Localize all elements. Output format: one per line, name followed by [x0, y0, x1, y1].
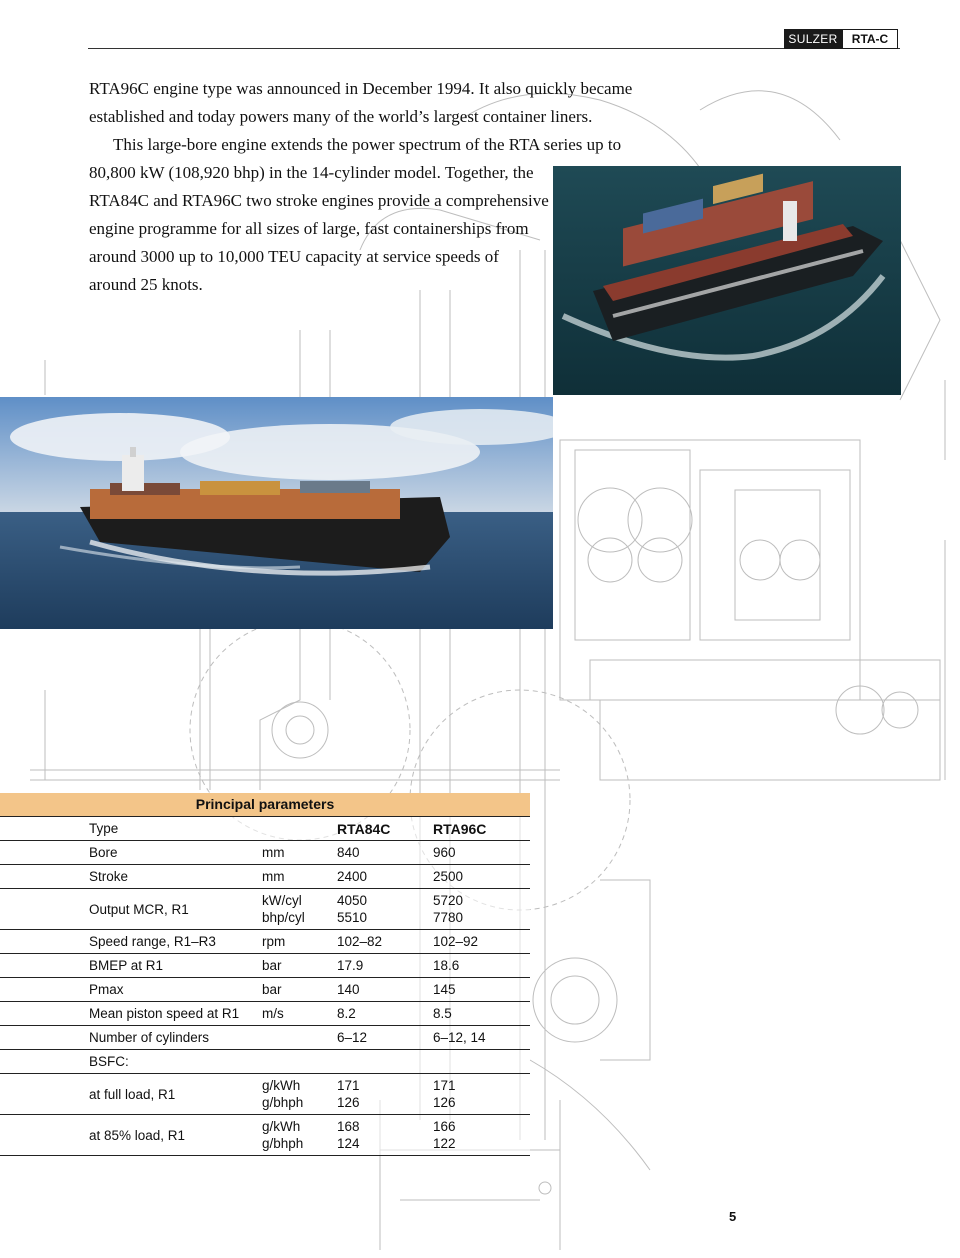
brand-sulzer-label: SULZER [784, 29, 842, 49]
table-row [0, 954, 530, 978]
paragraph-second-first-line: This large-bore engine extends the power spectrum of the RTA series up to [113, 135, 622, 154]
row-value-rta96c: 102–92 [433, 934, 479, 949]
container-ship-photo-lower [0, 397, 553, 629]
row-value-rta84c: 168 124 [337, 1119, 360, 1151]
row-label: at 85% load, R1 [89, 1127, 186, 1143]
row-value-rta84c: 140 [337, 982, 360, 997]
row-unit: kW/cyl bhp/cyl [262, 893, 305, 925]
row-value-rta96c [433, 1050, 530, 1073]
row-value-rta96c: 2500 [433, 869, 464, 884]
brand-series-label: RTA-C [842, 29, 898, 49]
row-unit: rpm [262, 934, 286, 949]
row-value-rta96c: 171 126 [433, 1078, 456, 1110]
container-ship-photo-upper [553, 166, 901, 395]
table-row [0, 1050, 530, 1074]
row-value-rta96c: 960 [433, 845, 456, 860]
row-label: Mean piston speed at R1 [89, 1006, 240, 1021]
table-header-row [0, 816, 530, 841]
row-value-rta96c: 5720 7780 [433, 893, 464, 925]
row-value-rta96c: 8.5 [433, 1006, 452, 1021]
row-value-rta96c: 18.6 [433, 958, 460, 973]
header-rta84c: RTA84C [337, 820, 391, 837]
table-row [0, 889, 530, 930]
table-row [0, 865, 530, 889]
row-label: Speed range, R1–R3 [89, 934, 216, 949]
table-row [0, 1002, 530, 1026]
table-row [0, 1074, 530, 1115]
row-value-rta96c: 6–12, 14 [433, 1030, 486, 1045]
table-row [0, 841, 530, 865]
row-value-rta84c: 8.2 [337, 1006, 356, 1021]
row-unit: bar [262, 982, 282, 997]
row-label: Output MCR, R1 [89, 901, 189, 917]
row-value-rta84c: 4050 5510 [337, 893, 368, 925]
row-label: BMEP at R1 [89, 958, 164, 973]
row-label: Bore [89, 845, 118, 860]
principal-parameters-table [0, 793, 530, 1156]
row-unit: mm [262, 845, 285, 860]
row-unit [262, 1026, 337, 1049]
header-unit-cell [262, 817, 337, 840]
row-value-rta84c: 17.9 [337, 958, 364, 973]
row-unit: mm [262, 869, 285, 884]
row-value-rta84c: 2400 [337, 869, 368, 884]
paragraph-second-rest: 80,800 kW (108,920 bhp) in the 14-cylinder model. Together, the RTA84C and RTA96C two stroke engines provide a comprehensive engine programme for all sizes of large, fast containerships from around 3000 up to 10,000 TEU capacity at service speeds of around 25 knots. [89, 163, 549, 294]
row-label: Stroke [89, 869, 129, 884]
page-number: 5 [729, 1209, 737, 1224]
table-row [0, 930, 530, 954]
row-label: at full load, R1 [89, 1086, 176, 1102]
row-value-rta84c: 840 [337, 845, 360, 860]
table-row [0, 1115, 530, 1156]
table-title: Principal parameters [0, 793, 530, 816]
header-type-label: Type [89, 821, 119, 836]
row-unit: m/s [262, 1006, 284, 1021]
row-value-rta96c: 166 122 [433, 1119, 456, 1151]
paragraph-intro: RTA96C engine type was announced in December 1994. It also quickly became established and today powers many of the world’s largest container liners. [89, 79, 633, 126]
row-value-rta84c [337, 1050, 433, 1073]
row-value-rta84c: 6–12 [337, 1030, 368, 1045]
row-value-rta84c: 171 126 [337, 1078, 360, 1110]
row-unit: g/kWh g/bhph [262, 1119, 304, 1151]
row-label: Pmax [89, 982, 124, 997]
row-unit: g/kWh g/bhph [262, 1078, 304, 1110]
table-row [0, 978, 530, 1002]
row-unit: bar [262, 958, 282, 973]
row-value-rta96c: 145 [433, 982, 456, 997]
row-label: Number of cylinders [89, 1030, 210, 1045]
row-label: BSFC: [89, 1054, 129, 1069]
row-value-rta84c: 102–82 [337, 934, 383, 949]
row-unit [262, 1050, 337, 1073]
table-row [0, 1026, 530, 1050]
brand-badge [784, 29, 898, 49]
header-rta96c: RTA96C [433, 820, 487, 837]
header-rule [88, 48, 900, 49]
